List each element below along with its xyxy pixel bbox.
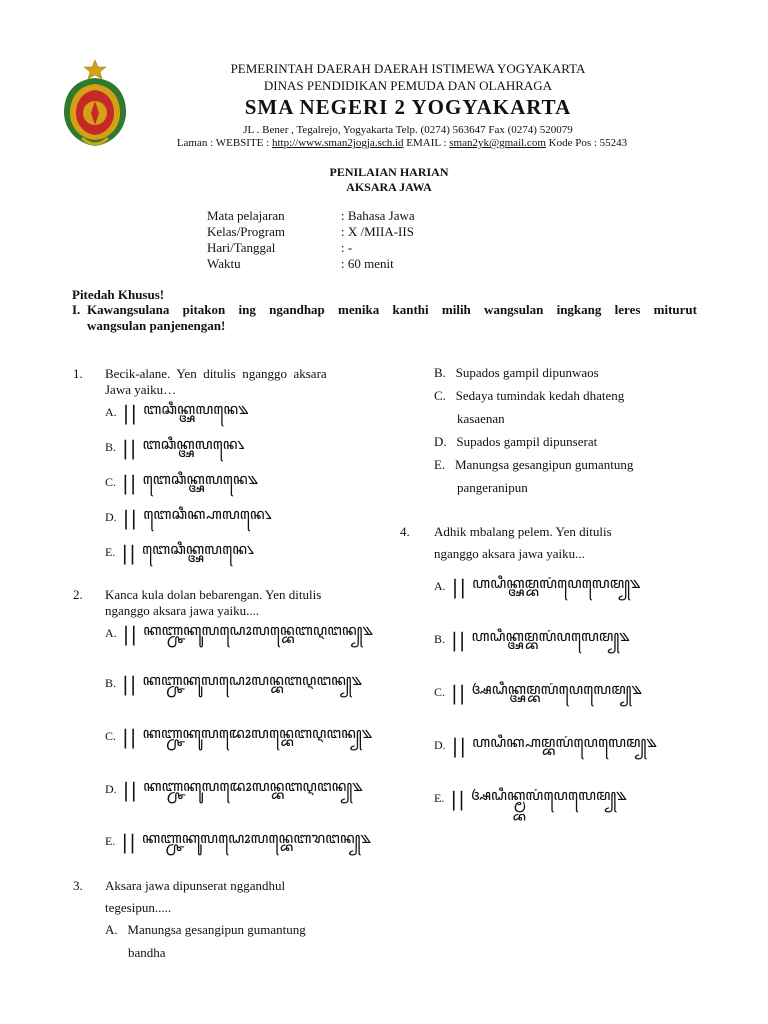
question-1-text-line-1: Becik-alane. Yen ditulis nganggo aksara (105, 366, 327, 381)
info-row (207, 240, 415, 256)
question-4-text-line-2: nganggo aksara jawa yaiku... (434, 546, 585, 561)
option-letter: C. (105, 475, 117, 489)
option-letter: D. (434, 434, 447, 449)
email-prefix: EMAIL : (403, 137, 450, 149)
option-text: Manungsa gesangipun gumantung (454, 457, 634, 472)
q2-option-e[interactable] (105, 826, 371, 857)
javanese-script: ꦄꦝꦶꦏ꧀ꦄꦩ꧀ꦧꦭꦁꦥꦺꦭꦺꦩ꧀꧉ (471, 680, 642, 698)
question-4-number: 4. (400, 524, 410, 539)
q2-option-a[interactable] (105, 618, 373, 649)
q3-option-c[interactable] (434, 386, 624, 406)
q3-option-c-cont: kasaenan (457, 411, 505, 426)
postal-code: Kode Pos : 55243 (545, 137, 628, 149)
option-letter: E. (434, 457, 446, 472)
info-label: Hari/Tanggal (207, 240, 276, 255)
option-letter: B. (434, 632, 446, 646)
question-2-number: 2. (73, 587, 83, 602)
info-label: Kelas/Program (207, 224, 285, 239)
question-4-text-line-1: Adhik mbalang pelem. Yen ditulis (434, 524, 612, 539)
option-letter: A. (105, 405, 117, 419)
school-address: JL . Bener , Tegalrejo, Yogyakarta Telp. (0274) 563647 Fax (0274) 520079 (243, 124, 573, 136)
question-1-text-line-2: Jawa yaiku… (105, 382, 177, 397)
website-link[interactable]: http://www.sman2jogja.sch.id (271, 137, 404, 149)
question-1-number: 1. (73, 366, 83, 381)
q3-option-a-cont: bandha (128, 945, 166, 960)
option-letter: A. (105, 922, 118, 937)
info-label: Mata pelajaran (207, 208, 285, 223)
javanese-script: ꦲꦝꦶꦏ꧀ꦲꦩ꧀ꦧꦭꦁꦥꦺꦭꦺꦩ꧀꧉ (472, 733, 657, 751)
option-letter: E. (105, 834, 116, 848)
header-line-2: DINAS PENDIDIKAN PEMUDA DAN OLAHRAGA (263, 78, 553, 93)
javanese-script: ꦲꦝꦶꦏ꧀ꦄꦩ꧀ꦧꦭꦁꦥꦭꦺꦩ꧀꧉ (471, 627, 630, 645)
info-value: : Bahasa Jawa (341, 208, 415, 223)
javanese-script: ꦧꦺꦕꦶꦏ꧀ꦲꦭꦤꦺ꧈ (143, 505, 272, 523)
javanese-script: ꦏꦚ꧀ꦕꦏꦸꦭꦢꦺꦴꦭꦤ꧀ꦧꦺꦧꦉꦔꦤ꧀꧉ (142, 724, 373, 742)
q1-option-d[interactable] (105, 502, 272, 533)
info-row (207, 224, 415, 240)
pada-lingsa-icon: || (121, 829, 137, 854)
pada-lingsa-icon: || (122, 724, 138, 749)
javanese-script: ꦲꦝꦶꦏ꧀ꦄꦩ꧀ꦧꦭꦁꦥꦺꦭꦺꦩ꧀꧉ (472, 574, 641, 592)
option-letter: D. (434, 738, 446, 752)
q4-option-b[interactable] (434, 624, 630, 655)
q4-option-a[interactable] (434, 571, 640, 602)
info-table (207, 208, 415, 272)
q2-option-d[interactable] (105, 774, 363, 805)
school-name: SMA NEGERI 2 YOGYAKARTA (244, 95, 572, 119)
q2-option-c[interactable] (105, 721, 372, 752)
q1-option-a[interactable] (105, 397, 248, 428)
q3-option-e-cont: pangeranipun (457, 480, 528, 495)
info-value: : 60 menit (341, 256, 394, 271)
info-label: Waktu (207, 256, 241, 271)
option-letter: E. (105, 545, 116, 559)
q1-option-e[interactable] (105, 537, 254, 568)
header-line-1: PEMERINTAH DAERAH DAERAH ISTIMEWA YOGYAKARTA (230, 61, 586, 76)
option-letter: B. (434, 365, 446, 380)
javanese-script: ꦄꦝꦶꦏ꧀ꦩ꧀ꦧꦭꦁꦥꦺꦭꦺꦩ꧀꧉ (470, 786, 627, 804)
question-3-number: 3. (73, 878, 83, 893)
pada-lingsa-icon: || (451, 733, 468, 758)
email-link[interactable]: sman2yk@gmail.com (449, 137, 546, 149)
option-letter: A. (434, 579, 446, 593)
option-letter: C. (434, 685, 446, 699)
javanese-script: ꦏꦚ꧀ꦕꦏꦸꦭꦢꦺꦴꦭꦤ꧀ꦧꦧꦉꦔꦤ꧀꧉ (143, 777, 363, 795)
option-letter: D. (105, 510, 117, 524)
q3-option-d[interactable] (434, 432, 597, 452)
q4-option-c[interactable] (434, 677, 642, 708)
option-letter: B. (105, 440, 117, 454)
pada-lingsa-icon: || (450, 786, 466, 811)
pada-lingsa-icon: || (122, 435, 138, 460)
javanese-script: ꦏꦚ꧀ꦕꦏꦸꦭꦝꦺꦴꦭꦤ꧀ꦧꦺꦧꦉꦔꦤ꧀꧉ (143, 621, 373, 639)
javanese-script: ꦧꦺꦕꦶꦏ꧀ꦄꦭꦤꦺ꧈ (141, 540, 254, 558)
option-letter: D. (105, 782, 117, 796)
javanese-script: ꦏꦚ꧀ꦕꦏꦸꦭꦝꦺꦴꦭꦤ꧀ꦧꦺꦧꦫꦔꦤ꧀꧉ (141, 829, 371, 847)
info-row (207, 208, 415, 224)
q3-option-e[interactable] (434, 455, 633, 475)
question-2-text-line-1: Kanca kula dolan bebarengan. Yen ditulis (105, 587, 322, 602)
pada-lingsa-icon: || (122, 777, 139, 802)
pada-lingsa-icon: || (122, 470, 138, 495)
javanese-script: ꦧꦺꦕꦶꦏ꧀ꦄꦭꦤꦺ꧉ (142, 470, 258, 488)
pada-lingsa-icon: || (121, 540, 137, 565)
q1-option-b[interactable] (105, 432, 245, 463)
exam-title: PENILAIAN HARIAN (329, 165, 449, 179)
question-2-text-line-2: nganggo aksara jawa yaiku.... (105, 603, 260, 618)
pada-lingsa-icon: || (451, 574, 468, 599)
q1-option-c[interactable] (105, 467, 258, 498)
instructions-heading: Pitedah Khusus! (72, 287, 165, 302)
instructions-number: I. (72, 302, 81, 317)
javanese-script: ꦧꦕꦶꦏ꧀ꦄꦭꦤꦺ꧈ (142, 435, 245, 453)
option-letter: A. (105, 626, 117, 640)
pada-lingsa-icon: || (122, 505, 139, 530)
option-text: Sedaya tumindak kedah dhateng (455, 388, 625, 403)
pada-lingsa-icon: || (122, 400, 139, 425)
pada-lingsa-icon: || (451, 627, 467, 652)
option-letter: C. (105, 729, 117, 743)
option-letter: B. (105, 676, 117, 690)
option-letter: E. (434, 791, 445, 805)
javanese-script: ꦏꦚ꧀ꦕꦏꦸꦭꦝꦺꦴꦭꦤ꧀ꦧꦧꦉꦔꦤ꧀꧉ (142, 671, 362, 689)
q4-option-d[interactable] (434, 730, 657, 761)
info-value: : X /MIIA-IIS (341, 224, 414, 239)
instructions-text-2: wangsulan panjenengan! (87, 318, 226, 333)
instructions-text-1: Kawangsulana pitakon ing ngandhap menika kanthi milih wangsulan ingkang leres miturut (87, 302, 697, 317)
pada-lingsa-icon: || (451, 680, 467, 705)
exam-subtitle: AKSARA JAWA (346, 180, 432, 194)
question-3-text-line-2: tegesipun..... (105, 900, 172, 915)
q2-option-b[interactable] (105, 668, 362, 699)
option-text: Supados gampil dipunwaos (455, 365, 599, 380)
option-letter: C. (434, 388, 446, 403)
info-value: : - (341, 240, 353, 255)
pada-lingsa-icon: || (122, 621, 139, 646)
website-prefix: Laman : WEBSITE : (176, 137, 272, 149)
pada-lingsa-icon: || (122, 671, 138, 696)
option-text: Manungsa gesangipun gumantung (127, 922, 306, 937)
q3-option-b[interactable] (434, 363, 599, 383)
javanese-script: ꦧꦕꦶꦏ꧀ꦄꦭꦤꦺ꧉ (143, 400, 249, 418)
info-row (207, 256, 415, 272)
q4-option-e[interactable] (434, 783, 627, 814)
school-contact (0, 137, 768, 149)
option-text: Supados gampil dipunserat (456, 434, 598, 449)
question-3-text-line-1: Aksara jawa dipunserat nggandhul (105, 878, 286, 893)
q3-option-a[interactable] (105, 920, 306, 940)
